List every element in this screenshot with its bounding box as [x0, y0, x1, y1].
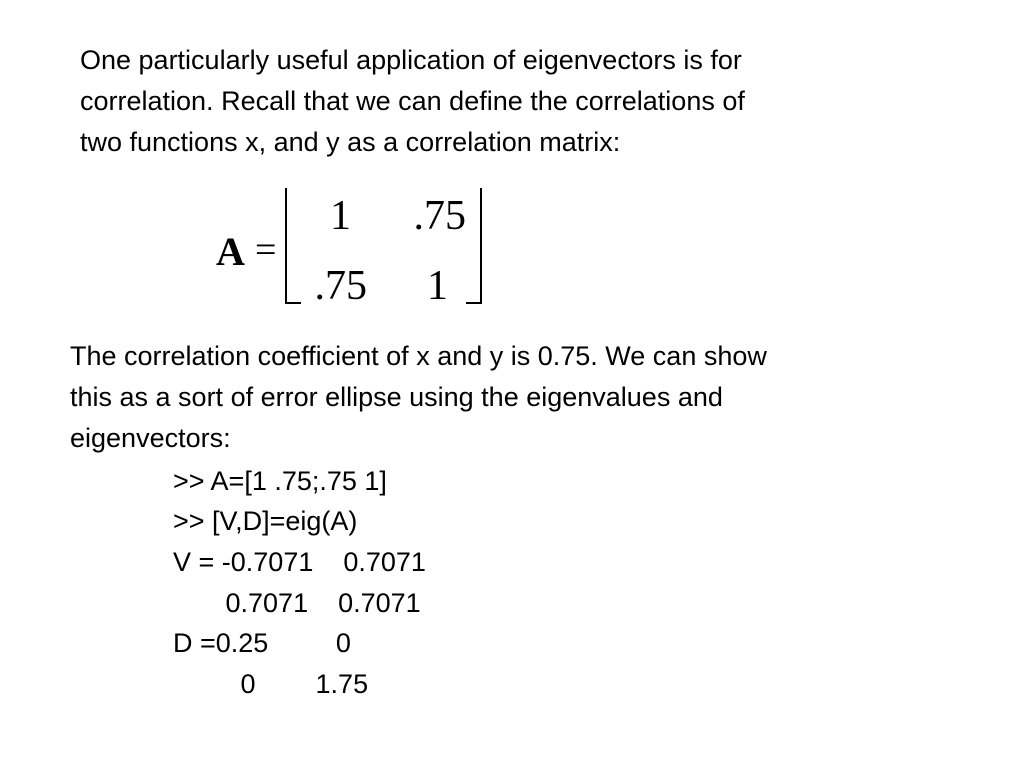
code-line: D =0.25 0 — [173, 628, 351, 658]
left-bracket — [285, 188, 301, 304]
code-line: V = -0.7071 0.7071 — [173, 547, 426, 577]
matrix-cell: .75 — [413, 193, 466, 239]
body-paragraph — [70, 336, 767, 459]
code-line: >> [V,D]=eig(A) — [173, 506, 358, 536]
code-line: 0 1.75 — [173, 669, 369, 699]
intro-line: One particularly useful application of eigenvectors is for — [80, 45, 742, 75]
body-line: The correlation coefficient of x and y is 0.75. We can show — [70, 341, 767, 371]
body-line: eigenvectors: — [70, 423, 231, 453]
matrix-cell: 1 — [427, 263, 448, 309]
equals-sign: = — [255, 229, 277, 271]
code-line: 0.7071 0.7071 — [173, 588, 421, 618]
intro-line: correlation. Recall that we can define the correlations of — [80, 86, 745, 116]
correlation-matrix-equation — [213, 182, 503, 312]
matrix-cell: .75 — [314, 263, 367, 309]
matrix-cell: 1 — [330, 193, 351, 239]
intro-paragraph — [80, 40, 745, 163]
right-bracket — [466, 188, 482, 304]
body-line: this as a sort of error ellipse using the eigenvalues and — [70, 382, 723, 412]
intro-line: two functions x, and y as a correlation matrix: — [80, 127, 621, 157]
code-line: >> A=[1 .75;.75 1] — [173, 466, 387, 496]
matrix-symbol: A — [216, 229, 245, 274]
